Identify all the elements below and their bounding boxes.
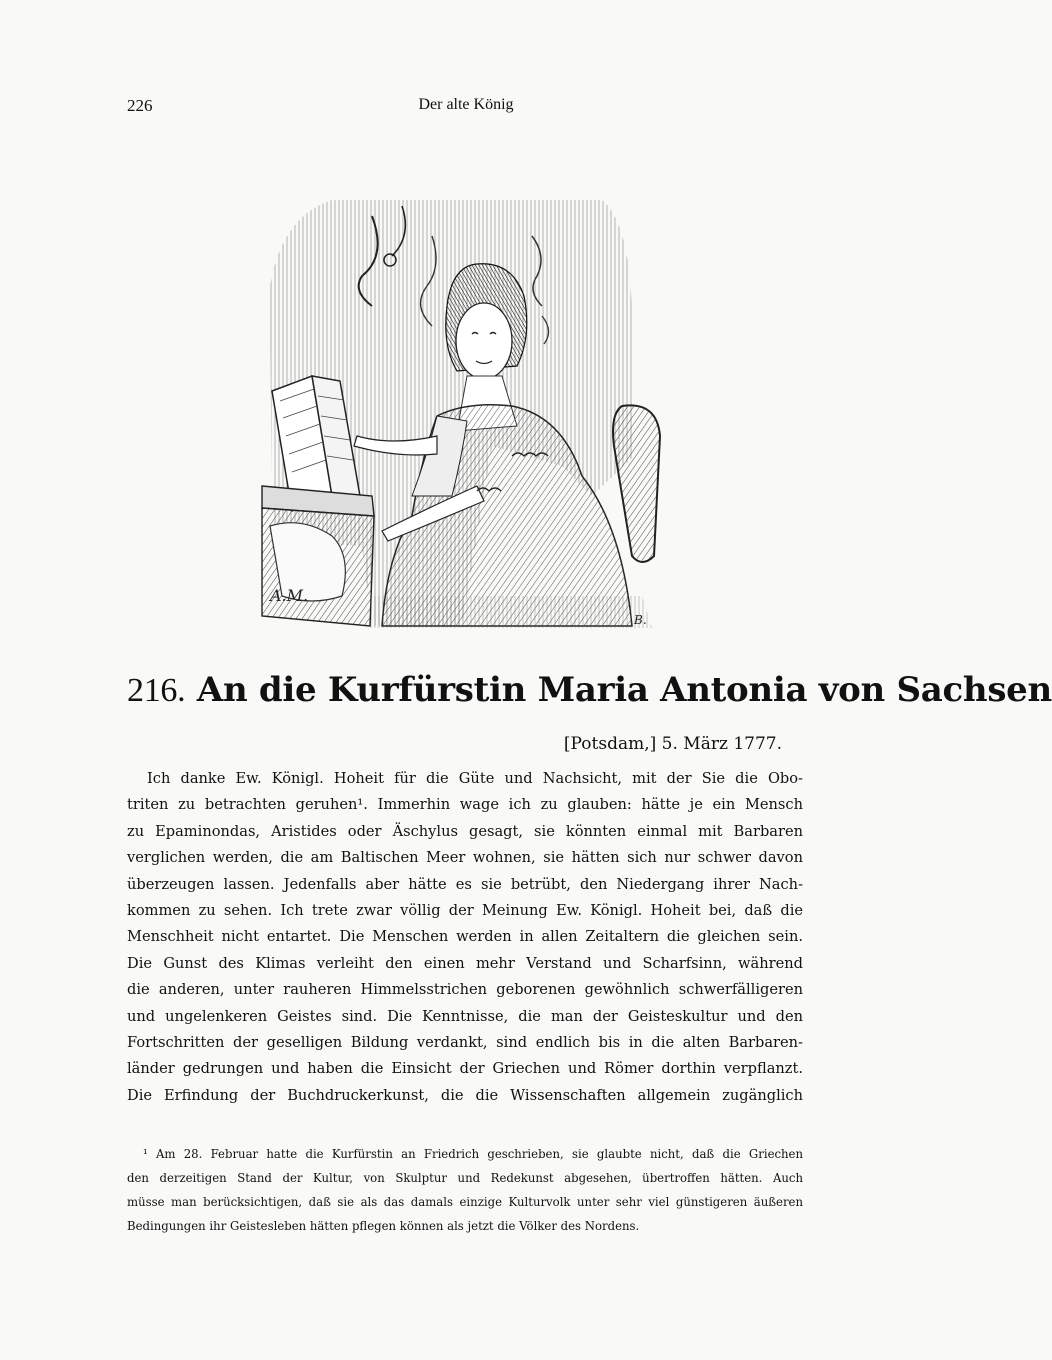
artist-monogram: A.M. bbox=[270, 586, 309, 605]
letter-title-text: An die Kurfürstin Maria Antonia von Sachsen bbox=[196, 670, 1052, 710]
body-line: länder gedrungen und haben die Einsicht der Griechen und Römer dorthin verpflanzt. bbox=[127, 1060, 803, 1078]
letter-number: 216. bbox=[127, 672, 186, 709]
page-number: 226 bbox=[127, 96, 153, 115]
body-line: Ich danke Ew. Königl. Hoheit für die Güte und Nachsicht, mit der Sie die Obo- bbox=[147, 770, 803, 787]
body-line: kommen zu sehen. Ich trete zwar völlig der Meinung Ew. Königl. Hoheit bei, daß die bbox=[127, 901, 803, 919]
body-line: Die Erfindung der Buchdruckerkunst, die die Wissenschaften allgemein zugänglich bbox=[127, 1086, 803, 1104]
letter-title bbox=[127, 670, 1052, 710]
footnote bbox=[127, 1142, 803, 1238]
body-line: verglichen werden, die am Baltischen Meer wohnen, sie hätten sich nur schwer davon bbox=[127, 849, 803, 867]
body-line: die anderen, unter rauheren Himmelsstrichen geborenen gewöhnlich schwerfälligeren bbox=[127, 981, 803, 999]
body-line: Fortschritten der geselligen Bildung verdankt, sind endlich bis in die alten Barbaren- bbox=[127, 1033, 803, 1051]
engraver-mark: B. bbox=[634, 613, 647, 627]
body-line: triten zu betrachten geruhen¹. Immerhin wage ich zu glauben: hätte je ein Mensch bbox=[127, 796, 803, 814]
letter-dateline: [Potsdam,] 5. März 1777. bbox=[563, 734, 782, 754]
letter-body bbox=[127, 766, 803, 1109]
engraving-illustration bbox=[262, 196, 662, 632]
running-title: Der alte König bbox=[418, 96, 514, 113]
body-line: zu Epaminondas, Aristides oder Äschylus gesagt, sie könnten einmal mit Barbaren bbox=[127, 822, 803, 840]
body-line: überzeugen lassen. Jedenfalls aber hätte es sie betrübt, den Niedergang ihrer Nach- bbox=[127, 875, 803, 893]
body-line: Die Gunst des Klimas verleiht den einen mehr Verstand und Scharfsinn, während bbox=[127, 954, 803, 972]
footnote-line: ¹ Am 28. Februar hatte die Kurfürstin an Friedrich geschrieben, sie glaubte nicht, daß die Griechen bbox=[143, 1147, 803, 1161]
body-line: Menschheit nicht entartet. Die Menschen werden in allen Zeitaltern die gleichen sein. bbox=[127, 928, 803, 946]
footnote-line: Bedingungen ihr Geistesleben hätten pflegen können als jetzt die Völker des Nordens. bbox=[127, 1219, 640, 1233]
footnote-line: den derzeitigen Stand der Kultur, von Skulptur und Redekunst abgesehen, übertroffen hätten. Auch bbox=[127, 1171, 803, 1185]
body-line: und ungelenkeren Geistes sind. Die Kenntnisse, die man der Geisteskultur und den bbox=[127, 1007, 803, 1025]
footnote-line: müsse man berücksichtigen, daß sie als das damals einzige Kulturvolk unter sehr viel günstigeren äußeren bbox=[127, 1195, 803, 1209]
